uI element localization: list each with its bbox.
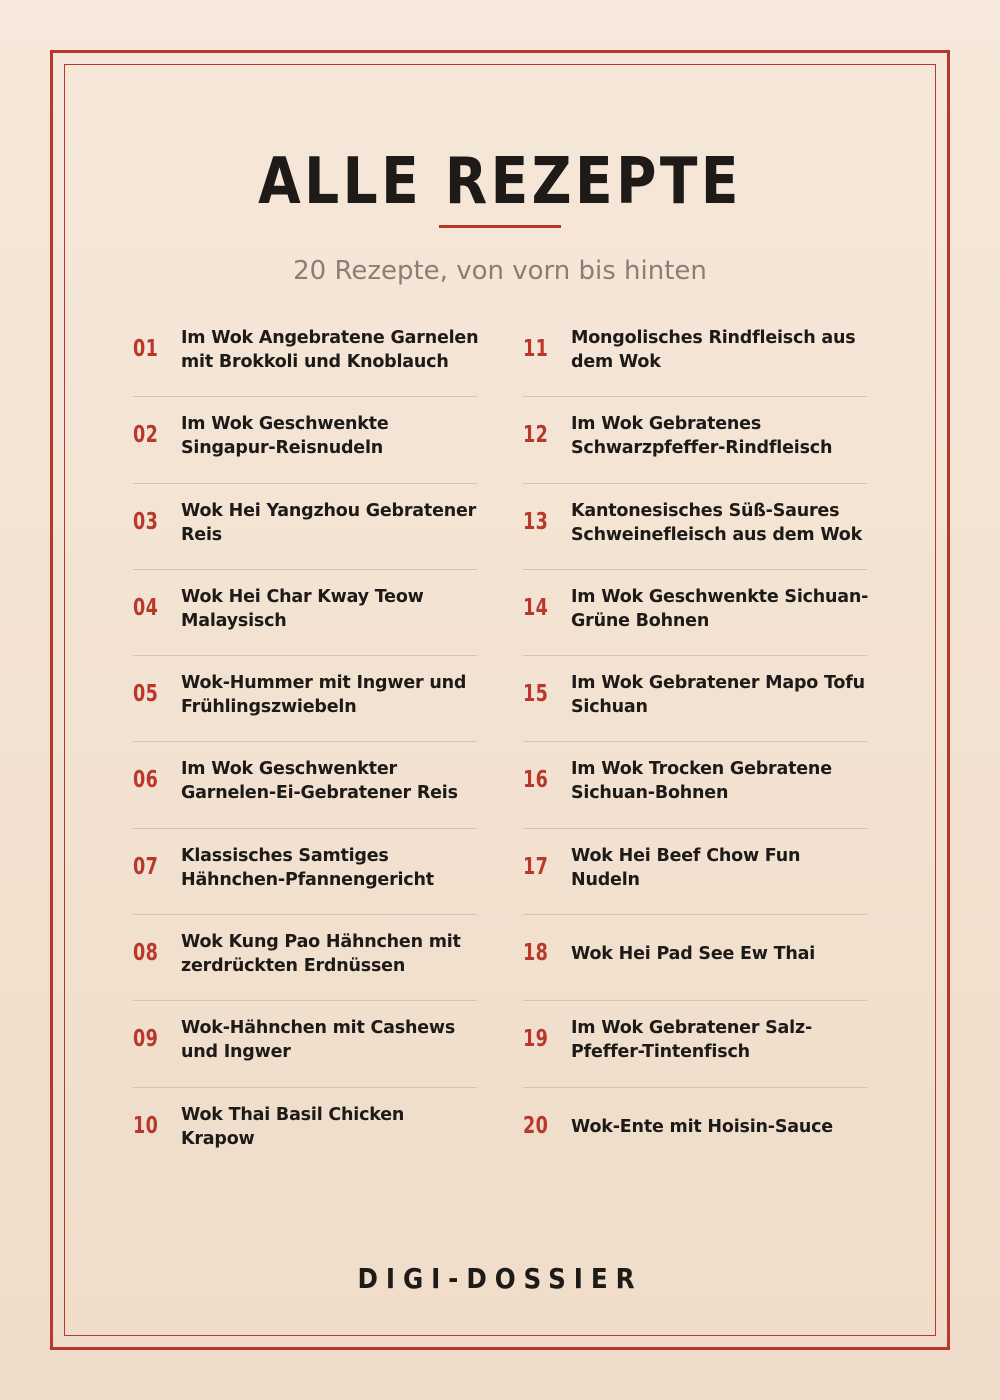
recipe-number: 16 [523, 767, 549, 794]
recipe-number: 01 [133, 336, 159, 362]
recipe-name: Mongolisches Rindfleisch aus dem Wok [571, 328, 856, 372]
recipe-number: 06 [133, 767, 159, 794]
recipe-list-left [133, 310, 477, 1173]
recipe-name: Im Wok Angebratene Garnelen mit Brokkoli und Knoblauch [181, 328, 479, 372]
recipe-name: Im Wok Trocken Gebratene Sichuan-Bohnen [571, 759, 832, 804]
recipe-item-20 [523, 1087, 867, 1173]
recipe-number: 02 [133, 422, 159, 449]
recipe-name: Kantonesisches Süß-Saures Schweinefleisch aus dem Wok [571, 500, 863, 545]
recipe-item-17 [523, 828, 867, 914]
recipe-name: Wok Hei Beef Chow Fun Nudeln [571, 845, 801, 890]
recipe-item-06 [133, 741, 477, 827]
recipe-item-13 [523, 483, 867, 569]
recipe-item-03 [133, 483, 477, 569]
recipe-item-19 [523, 1000, 867, 1086]
recipe-number: 09 [133, 1026, 159, 1053]
recipe-name: Wok-Hähnchen mit Cashews und Ingwer [181, 1018, 456, 1063]
recipe-name: Im Wok Gebratener Mapo Tofu Sichuan [571, 673, 865, 718]
recipe-number: 08 [133, 940, 159, 967]
recipe-item-02 [133, 396, 477, 482]
recipe-item-08 [133, 914, 477, 1000]
recipe-number: 04 [133, 594, 159, 621]
recipe-item-11 [523, 310, 867, 396]
recipe-number: 19 [523, 1026, 549, 1053]
recipe-number: 05 [133, 681, 159, 708]
recipe-name: Im Wok Geschwenkter Garnelen-Ei-Gebratener Reis [181, 759, 458, 804]
page-subtitle: 20 Rezepte, von vorn bis hinten [293, 256, 707, 286]
recipe-number: 03 [133, 508, 159, 535]
recipe-number: 18 [523, 940, 549, 967]
recipe-number: 10 [133, 1112, 159, 1139]
recipe-item-09 [133, 1000, 477, 1086]
recipe-name: Wok-Ente mit Hoisin-Sauce [571, 1116, 833, 1137]
recipe-item-15 [523, 655, 867, 741]
recipe-name: Wok-Hummer mit Ingwer und Frühlingszwiebeln [181, 673, 467, 718]
recipe-name: Wok Hei Pad See Ew Thai [571, 944, 816, 965]
recipe-item-10 [133, 1087, 477, 1173]
recipe-name: Im Wok Gebratenes Schwarzpfeffer-Rindfleisch [571, 414, 833, 459]
recipe-number: 14 [523, 594, 549, 621]
title-underline [439, 225, 561, 228]
recipe-item-16 [523, 741, 867, 827]
recipe-number: 20 [523, 1112, 549, 1139]
recipe-name: Im Wok Geschwenkte Sichuan-Grüne Bohnen [571, 586, 869, 631]
recipe-name: Im Wok Geschwenkte Singapur-Reisnudeln [181, 414, 389, 459]
recipe-number: 13 [523, 508, 549, 535]
recipe-name: Wok Hei Yangzhou Gebratener Reis [181, 500, 477, 545]
recipe-name: Im Wok Gebratener Salz-Pfeffer-Tintenfisch [571, 1018, 813, 1063]
recipe-number: 11 [523, 336, 549, 362]
recipe-item-12 [523, 396, 867, 482]
recipe-item-04 [133, 569, 477, 655]
recipe-name: Klassisches Samtiges Hähnchen-Pfannengericht [181, 845, 434, 890]
recipe-number: 15 [523, 681, 549, 708]
recipe-item-07 [133, 828, 477, 914]
footer-brand: DIGI-DOSSIER [357, 1262, 643, 1295]
recipe-list-right [523, 310, 867, 1173]
recipe-number: 07 [133, 853, 159, 880]
recipe-item-18 [523, 914, 867, 1000]
recipe-name: Wok Hei Char Kway Teow Malaysisch [181, 586, 424, 631]
recipe-name: Wok Thai Basil Chicken Krapow [181, 1104, 405, 1149]
recipe-item-01 [133, 310, 477, 396]
recipe-item-05 [133, 655, 477, 741]
recipe-item-14 [523, 569, 867, 655]
recipe-number: 12 [523, 422, 549, 449]
recipe-name: Wok Kung Pao Hähnchen mit zerdrückten Erdnüssen [181, 932, 461, 977]
page-title: ALLE REZEPTE [258, 145, 742, 219]
recipe-number: 17 [523, 853, 549, 880]
